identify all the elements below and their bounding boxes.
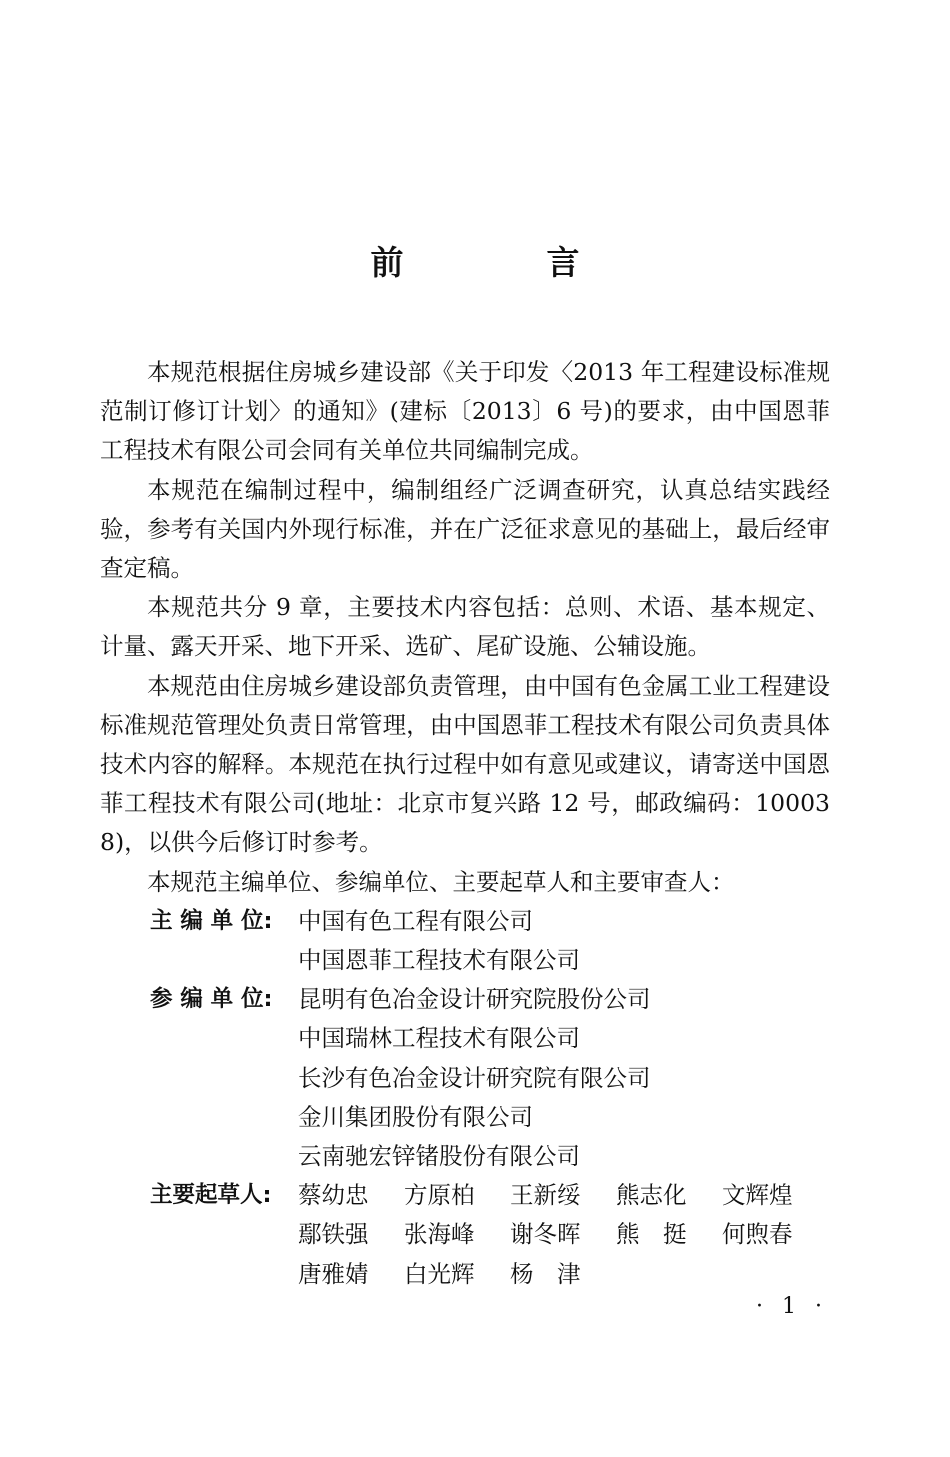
unit-name: 中国瑞林工程技术有限公司 [298,1024,580,1053]
paragraph: 本规范由住房城乡建设部负责管理，由中国有色金属工业工程建设标准规范管理处负责日常管理，由中国恩菲工程技术有限公司负责具体技术内容的解释。本规范在执行过程中如有意见或建议，请寄送中国恩菲工程技术有限公司(地址：北京市复兴路 12 号，邮政编码：100038)，以供今后修订时参考。 [100,671,830,857]
unit-name: 中国有色工程有限公司 [298,906,533,935]
unit-name: 云南驰宏锌锗股份有限公司 [298,1142,580,1171]
unit-name: 长沙有色冶金设计研究院有限公司 [298,1063,651,1092]
drafter-name: 谢冬晖 [510,1220,581,1249]
drafter-name: 王新绥 [510,1181,581,1210]
drafter-name: 熊 挺 [616,1220,687,1249]
drafter-name: 鄢铁强 [298,1220,369,1249]
chief-units-label: 主 编 单 位: [150,907,273,934]
chief-units-values [298,902,830,980]
drafter-name: 方原柏 [404,1181,475,1210]
chief-units-row [100,902,830,980]
unit-name: 昆明有色冶金设计研究院股份公司 [298,985,651,1014]
unit-name: 金川集团股份有限公司 [298,1102,533,1131]
participating-units-label: 参 编 单 位: [150,986,273,1013]
foreword-body [100,353,830,1294]
drafter-name: 唐雅婧 [298,1259,369,1288]
drafter-name: 白光辉 [404,1259,475,1288]
drafter-name: 蔡幼忠 [298,1181,369,1210]
paragraph: 本规范主编单位、参编单位、主要起草人和主要审查人： [147,867,735,896]
paragraph: 本规范根据住房城乡建设部《关于印发〈2013 年工程建设标准规范制订修订计划〉的通知》(建标〔2013〕6 号)的要求，由中国恩菲工程技术有限公司会同有关单位共同编制完成。 [100,358,830,465]
drafters-label: 主要起草人: [150,1182,272,1209]
page-title: 前 言 [370,243,635,282]
participating-units-values [298,980,830,1176]
paragraph: 本规范共分 9 章，主要技术内容包括：总则、术语、基本规定、计量、露天开采、地下开采、选矿、尾矿设施、公辅设施。 [100,593,830,661]
drafter-name: 张海峰 [404,1220,475,1249]
drafter-name: 文辉煌 [722,1181,793,1210]
drafter-name: 熊志化 [616,1181,687,1210]
unit-name: 中国恩菲工程技术有限公司 [298,946,580,975]
participating-units-row [100,980,830,1176]
drafters-row [100,1176,830,1294]
page-number: · 1 · [756,1294,828,1319]
drafter-name: 何煦春 [722,1220,793,1249]
paragraph: 本规范在编制过程中，编制组经广泛调查研究，认真总结实践经验，参考有关国内外现行标准，并在广泛征求意见的基础上，最后经审查定稿。 [100,475,830,583]
drafter-name: 杨 津 [510,1259,581,1288]
drafters-names [298,1176,830,1294]
unit-list [100,902,830,1294]
